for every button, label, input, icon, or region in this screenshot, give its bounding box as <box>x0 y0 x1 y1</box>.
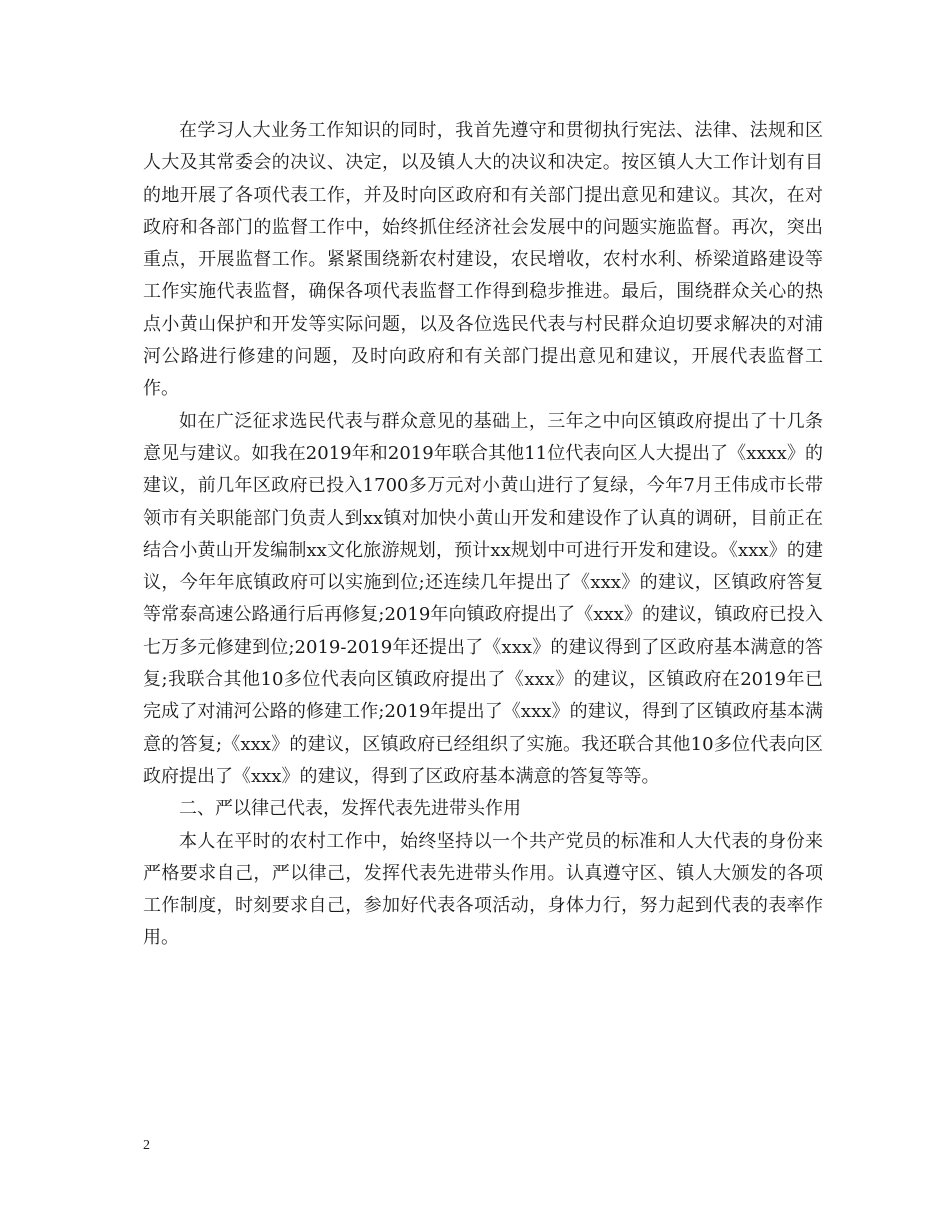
paragraph-suggestions: 如在广泛征求选民代表与群众意见的基础上，三年之中向区镇政府提出了十几条意见与建议。如我在2019年和2019年联合其他11位代表向区人大提出了《xxxx》的建议，前几年区政府已投入1700多万元对小黄山进行了复绿，今年7月王伟成市长带领市有关职能部门负责人到xx镇对加快小黄山开发和建设作了认真的调研，目前正在结合小黄山开发编制xx文化旅游规划，预计xx规划中可进行开发和建设。《xxx》的建议，今年年底镇政府可以实施到位;还连续几年提出了《xxx》的建议，区镇政府答复等常泰高速公路通行后再修复;2019年向镇政府提出了《xxx》的建议，镇政府已投入七万多元修建到位;2019-2019年还提出了《xxx》的建议得到了区政府基本满意的答复;我联合其他10多位代表向区镇政府提出了《xxx》的建议，区镇政府在2019年已完成了对浦河公路的修建工作;2019年提出了《xxx》的建议，得到了区镇政府基本满意的答复;《xxx》的建议，区镇政府已经组织了实施。我还联合其他10多位代表向区政府提出了《xxx》的建议，得到了区政府基本满意的答复等等。 <box>143 410 823 787</box>
section-heading: 二、严以律己代表，发挥代表先进带头作用 <box>179 798 521 820</box>
page-number: 2 <box>143 1138 150 1153</box>
paragraph-duty-supervision: 在学习人大业务工作知识的同时，我首先遵守和贯彻执行宪法、法律、法规和区人大及其常委会的决议、决定，以及镇人大的决议和决定。按区镇人大工作计划有目的地开展了各项代表工作，并及时向区政府和有关部门提出意见和建议。其次，在对政府和各部门的监督工作中，始终抓住经济社会发展中的问题实施监督。再次，突出重点，开展监督工作。紧紧围绕新农村建设，农民增收，农村水利、桥梁道路建设等工作实施代表监督，确保各项代表监督工作得到稳步推进。最后，围绕群众关心的热点小黄山保护和开发等实际问题，以及各位选民代表与村民群众迫切要求解决的对浦河公路进行修建的问题，及时向政府和有关部门提出意见和建议，开展代表监督工作。 <box>143 120 823 400</box>
paragraph-self-discipline: 本人在平时的农村工作中，始终坚持以一个共产党员的标准和人大代表的身份来严格要求自己，严以律己，发挥代表先进带头作用。认真遵守区、镇人大颁发的各项工作制度，时刻要求自己，参加好代表各项活动，身体力行，努力起到代表的表率作用。 <box>143 830 823 949</box>
document-body <box>143 115 823 955</box>
